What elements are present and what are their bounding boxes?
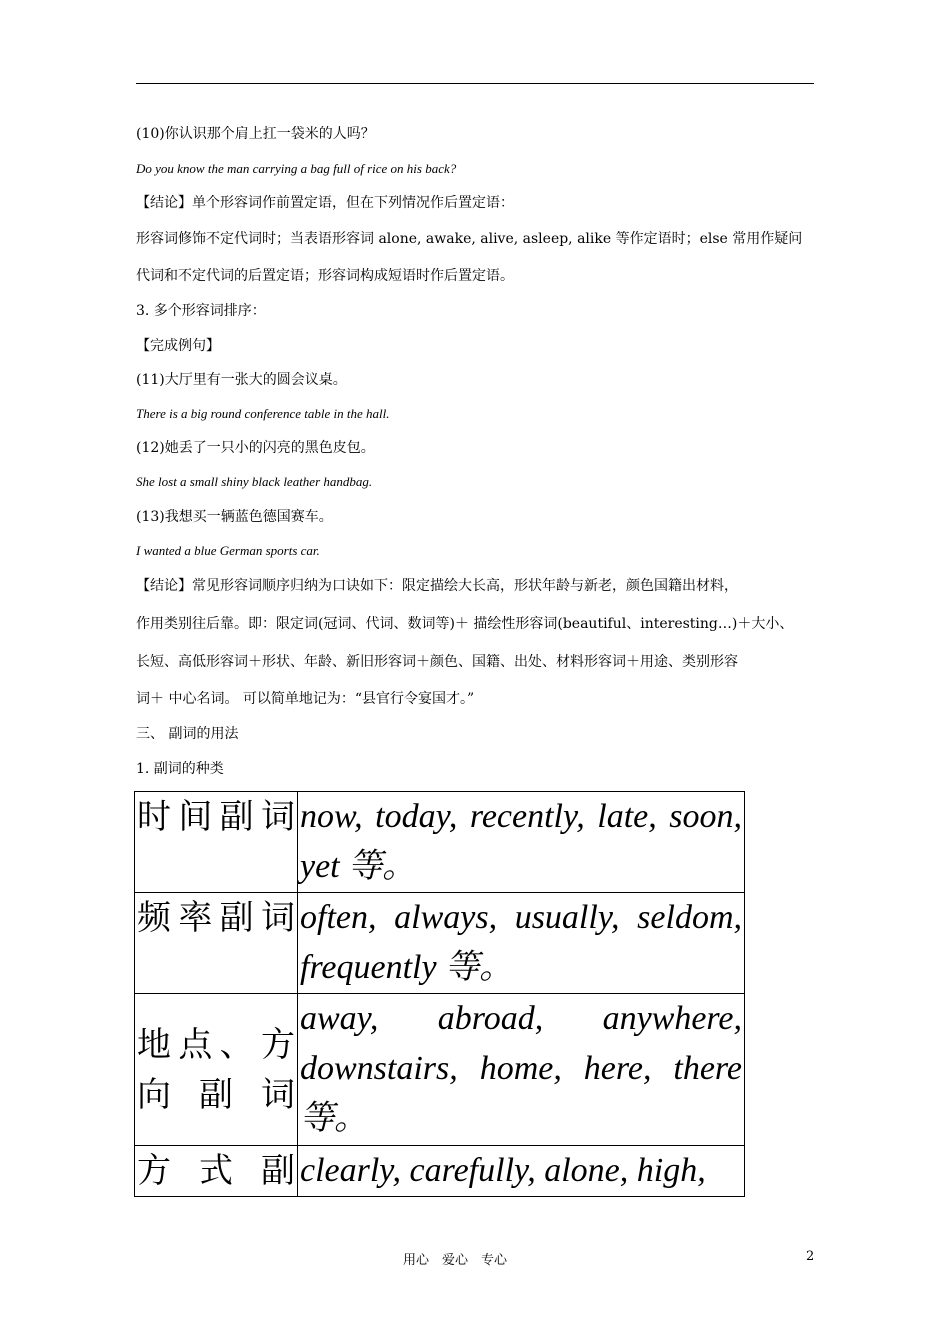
text-line: 【完成例句】 [136,338,220,354]
adverb-types-table [134,791,745,1197]
page-number: 2 [806,1249,815,1264]
text-line: 【结论】常见形容词顺序归纳为口诀如下：限定描绘大长高，形状年龄与新老，颜色国籍出材料， [136,578,738,594]
text-line: (12)她丢了一只小的闪亮的黑色皮包。 [136,440,375,456]
adverb-category: 频率副词 [135,893,298,994]
text-line: There is a big round conference table in the hall. [136,406,390,421]
footer-motto: 用心 爱心 专心 [403,1253,508,1268]
text-line: (11)大厅里有一张大的圆会议桌。 [136,372,347,388]
adverb-category: 地点、方向副词 [135,994,298,1146]
text-line: 词＋ 中心名词。 可以简单地记为：“县官行令宴国才。” [136,691,475,707]
text-line: 1. 副词的种类 [136,761,224,777]
text-line: Do you know the man carrying a bag full of rice on his back? [136,161,457,176]
text-line: 形容词修饰不定代词时；当表语形容词 alone, awake, alive, asleep, alike 等作定语时；else 常用作疑问 [136,231,803,247]
adverb-examples: away, abroad, anywhere, downstairs, home, here, there 等。 [298,994,745,1146]
text-line: I wanted a blue German sports car. [136,543,320,558]
table-row [135,994,745,1146]
text-line: 【结论】单个形容词作前置定语，但在下列情况作后置定语： [136,195,514,211]
text-line: (10)你认识那个肩上扛一袋米的人吗？ [136,126,375,142]
table-row [135,792,745,893]
text-line: 三、 副词的用法 [136,726,239,742]
text-line: (13)我想买一辆蓝色德国赛车。 [136,509,333,525]
text-line: 3. 多个形容词排序： [136,303,266,319]
adverb-category: 时间副词 [135,792,298,893]
text-line: 代词和不定代词的后置定语；形容词构成短语时作后置定语。 [136,268,514,284]
adverb-examples: often, always, usually, seldom, frequently 等。 [298,893,745,994]
adverb-examples: clearly, carefully, alone, high, [298,1146,745,1197]
text-line: She lost a small shiny black leather handbag. [136,474,373,489]
adverb-examples: now, today, recently, late, soon, yet 等。 [298,792,745,893]
table-row [135,893,745,994]
header-rule [136,83,814,84]
text-line: 作用类别往后靠。即：限定词(冠词、代词、数词等)＋ 描绘性形容词(beautiful、interesting…)＋大小、 [136,616,794,632]
text-line: 长短、高低形容词＋形状、年龄、新旧形容词＋颜色、国籍、出处、材料形容词＋用途、类别形容 [136,654,738,670]
adverb-category: 方式副 [135,1146,298,1197]
table-row [135,1146,745,1197]
